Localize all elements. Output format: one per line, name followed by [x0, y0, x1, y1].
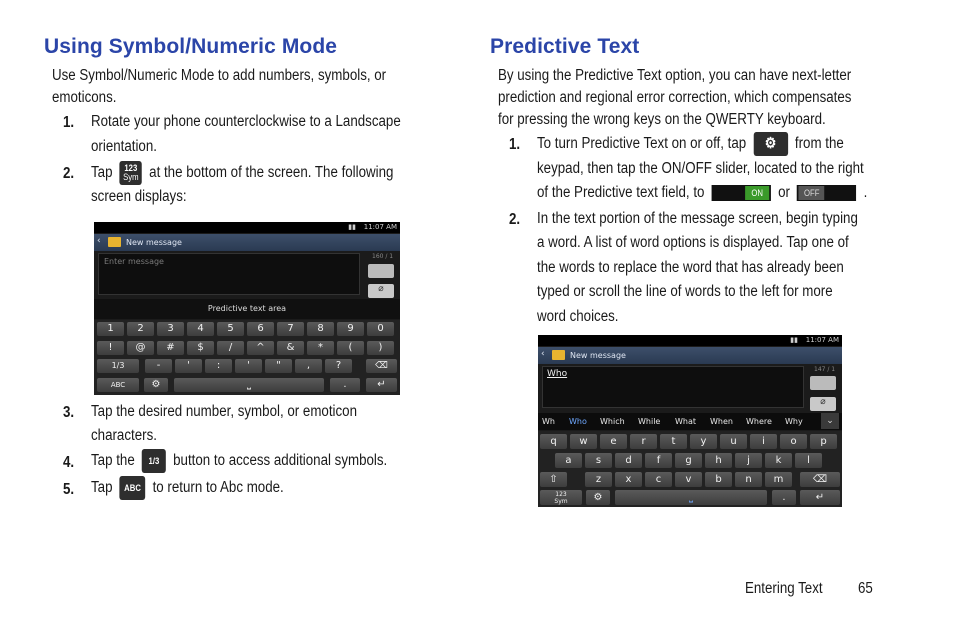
right-intro-line1: By using the Predictive Text option, you can have next-letter: [498, 67, 852, 84]
status-time: 11:07 AM: [805, 336, 839, 344]
gear-key-icon: ⚙: [753, 132, 787, 156]
icon-line: 123: [124, 163, 138, 173]
key[interactable]: [585, 472, 612, 487]
key-label: c: [655, 474, 662, 485]
key-label: z: [595, 474, 602, 485]
predictive-area-label: Predictive text area: [207, 304, 287, 313]
step-number: 4.: [63, 454, 75, 471]
key[interactable]: [705, 472, 732, 487]
key-label: r: [641, 436, 646, 447]
key-label: x: [625, 474, 632, 485]
key[interactable]: [217, 341, 244, 355]
step-text-post: at the bottom of the screen. The following: [149, 164, 394, 182]
key-label: f: [656, 455, 661, 466]
key[interactable]: [157, 341, 184, 355]
key-label: @: [135, 342, 146, 353]
step-text-mid: or: [778, 184, 790, 201]
key[interactable]: [735, 472, 762, 487]
signal-icon: ▮▮: [348, 223, 356, 231]
step-text: [537, 181, 867, 206]
step-number: 1.: [63, 114, 75, 131]
step-text: a word. A list of word options is displayed. Tap one of: [537, 234, 849, 251]
step-text-post: button to access additional symbols.: [173, 452, 388, 470]
key-label: p: [820, 436, 827, 447]
step-number: 2.: [509, 211, 521, 228]
key[interactable]: [277, 341, 304, 355]
suggestion-word[interactable]: Where: [746, 417, 772, 426]
status-bar: [538, 335, 842, 346]
shift-key[interactable]: ⇧: [540, 472, 567, 487]
step-text-pre: Tap: [91, 164, 113, 182]
key[interactable]: [810, 434, 837, 449]
suggestion-word[interactable]: When: [710, 417, 733, 426]
key-label: -: [156, 360, 161, 371]
key[interactable]: [600, 434, 627, 449]
key-label: i: [762, 436, 765, 447]
key-label: 1/3: [111, 361, 125, 370]
key[interactable]: [247, 341, 274, 355]
key-label: /: [228, 342, 233, 353]
title-bar: [538, 347, 842, 364]
key[interactable]: [187, 322, 214, 336]
key[interactable]: [337, 322, 364, 336]
key-label: d: [625, 455, 632, 466]
icon-line: Sym: [123, 172, 139, 182]
key[interactable]: [307, 341, 334, 355]
sym-key[interactable]: [540, 490, 582, 505]
screen-title: New message: [570, 351, 626, 360]
attach-icon[interactable]: ⌀: [368, 284, 394, 298]
screen-title: New message: [126, 238, 182, 247]
key-label: w: [579, 436, 588, 447]
step-text-post: to return to Abc mode.: [152, 479, 284, 497]
key[interactable]: [277, 322, 304, 336]
key[interactable]: [157, 322, 184, 336]
envelope-icon: [108, 237, 121, 247]
send-icon[interactable]: [810, 376, 836, 390]
on-slider: [712, 185, 771, 201]
title-bar: [94, 234, 400, 251]
key-label: e: [610, 436, 617, 447]
suggestion-word[interactable]: Why: [785, 417, 803, 426]
key-label: ?: [335, 360, 342, 371]
key-label: u: [730, 436, 737, 447]
right-intro-line3: for pressing the wrong keys on the QWERTY keyboard.: [498, 111, 826, 128]
key-label: n: [745, 474, 752, 485]
message-counter: 147 / 1: [814, 366, 836, 373]
dot-key[interactable]: [772, 490, 796, 505]
key-label: 6: [257, 323, 264, 334]
key-label: *: [318, 342, 323, 353]
key-label: h: [715, 455, 722, 466]
key[interactable]: [367, 341, 394, 355]
page-number: 65: [858, 580, 873, 597]
key[interactable]: [555, 453, 582, 468]
step-text: Rotate your phone counterclockwise to a Landscape: [91, 113, 401, 130]
key[interactable]: [690, 434, 717, 449]
step-text-pre: of the Predictive text field, to: [537, 184, 705, 201]
key[interactable]: [367, 322, 394, 336]
key[interactable]: [97, 341, 124, 355]
status-time: 11:07 AM: [363, 223, 397, 231]
key-label: !: [108, 342, 113, 353]
left-intro-line2: emoticons.: [52, 89, 117, 106]
key-label: ABC: [110, 381, 126, 389]
key[interactable]: [795, 453, 822, 468]
key[interactable]: [780, 434, 807, 449]
key[interactable]: [187, 341, 214, 355]
key-label: ^: [256, 342, 265, 353]
abc-key[interactable]: [97, 378, 139, 392]
step-text: typed or scroll the line of words to the left for more: [537, 283, 833, 300]
key-label: #: [166, 342, 175, 353]
off-slider-label: OFF: [799, 186, 825, 200]
key-label: a: [565, 455, 572, 466]
step-text: the words to replace the word that has already been: [537, 259, 844, 276]
key-label: 2: [137, 323, 144, 334]
on-slider-label: ON: [745, 186, 769, 200]
step-text-post: from the: [794, 135, 844, 153]
key-label: 1: [107, 323, 114, 334]
key-label: &: [286, 342, 295, 353]
message-placeholder: Enter message: [104, 257, 164, 266]
key-label: 8: [317, 323, 324, 334]
key[interactable]: [735, 453, 762, 468]
key-label: 123: [555, 491, 567, 498]
key[interactable]: [720, 434, 747, 449]
left-intro-line1: Use Symbol/Numeric Mode to add numbers, symbols, or: [52, 67, 387, 84]
suggestion-word[interactable]: What: [675, 417, 697, 426]
symbol-keyboard-screenshot: [94, 222, 400, 395]
step-number: 2.: [63, 165, 75, 182]
right-intro-line2: prediction and regional error correction, which compensates: [498, 89, 852, 106]
key-label: :: [216, 360, 221, 371]
key-label: s: [595, 455, 602, 466]
suggestion-word[interactable]: Who: [569, 417, 587, 426]
settings-key[interactable]: ⚙: [586, 490, 610, 505]
key[interactable]: [127, 341, 154, 355]
key-label: y: [700, 436, 707, 447]
123-sym-key-icon: [120, 161, 142, 185]
key[interactable]: [145, 359, 172, 373]
key-label: ': [247, 360, 250, 371]
step-text: word choices.: [537, 308, 619, 325]
key-label: 3: [167, 323, 174, 334]
envelope-icon: [552, 350, 565, 360]
key[interactable]: [675, 472, 702, 487]
enter-key[interactable]: ↵: [366, 378, 397, 392]
key[interactable]: [217, 322, 244, 336]
key[interactable]: [615, 472, 642, 487]
key[interactable]: [307, 322, 334, 336]
step-number: 3.: [63, 404, 75, 421]
step-text: characters.: [91, 427, 157, 444]
key[interactable]: [175, 359, 202, 373]
space-key[interactable]: ⎵: [174, 378, 324, 392]
predictive-text-area: [94, 299, 400, 319]
attach-icon[interactable]: ⌀: [810, 397, 836, 411]
step-number: 5.: [63, 481, 75, 498]
right-heading: Predictive Text: [490, 35, 640, 58]
step-text: Tap the desired number, symbol, or emoticon: [91, 403, 357, 420]
key[interactable]: [630, 434, 657, 449]
key-label: q: [550, 436, 557, 447]
key-label: g: [685, 455, 692, 466]
key[interactable]: [615, 453, 642, 468]
left-heading: Using Symbol/Numeric Mode: [44, 35, 338, 58]
step-text-pre: To turn Predictive Text on or off, tap: [537, 135, 747, 153]
key-label: t: [671, 436, 676, 447]
key-label: .: [343, 379, 347, 390]
key[interactable]: [295, 359, 322, 373]
key-label: 4: [197, 323, 204, 334]
settings-key[interactable]: ⚙: [144, 378, 168, 392]
key[interactable]: [97, 322, 124, 336]
key-label: l: [807, 455, 810, 466]
off-slider: [797, 185, 856, 201]
enter-key[interactable]: ↵: [800, 490, 840, 505]
key-label: b: [715, 474, 722, 485]
one-third-key-icon: 1/3: [142, 449, 166, 473]
key[interactable]: [750, 434, 777, 449]
suggestion-expand-icon[interactable]: ⌄: [821, 413, 839, 429]
key-label: o: [790, 436, 797, 447]
key-label: .: [782, 492, 786, 503]
key-label: m: [773, 474, 784, 485]
key[interactable]: [325, 359, 352, 373]
step-text-pre: Tap: [91, 479, 113, 497]
step-text: [91, 161, 393, 186]
key[interactable]: [585, 453, 612, 468]
key[interactable]: [705, 453, 732, 468]
key[interactable]: [765, 453, 792, 468]
key-label: (: [348, 342, 353, 353]
step-text-pre: Tap the: [91, 452, 135, 470]
key[interactable]: [127, 322, 154, 336]
step-text: In the text portion of the message screen, begin typing: [537, 210, 858, 227]
suggestion-word[interactable]: Which: [600, 417, 625, 426]
footer-section: Entering Text: [745, 580, 823, 597]
key[interactable]: [235, 359, 262, 373]
space-key[interactable]: ⎵: [615, 490, 767, 505]
typed-text: Who: [547, 369, 568, 379]
step-text-end: .: [863, 184, 868, 201]
step-text: [91, 476, 284, 501]
key-label: 9: [347, 323, 354, 334]
key[interactable]: [247, 322, 274, 336]
message-counter: 160 / 1: [372, 253, 394, 260]
key-label: ": [276, 360, 281, 371]
backspace-key[interactable]: ⌫: [366, 359, 397, 373]
suggestion-word[interactable]: Wh: [542, 417, 555, 426]
key[interactable]: [675, 453, 702, 468]
message-field[interactable]: [98, 253, 360, 295]
key-label: j: [747, 455, 750, 466]
signal-icon: ▮▮: [790, 336, 798, 344]
one-third-key[interactable]: [97, 359, 139, 373]
message-field[interactable]: [542, 366, 804, 408]
key-label: 5: [227, 323, 234, 334]
step-number: 1.: [509, 136, 521, 153]
key-label: Sym: [554, 498, 568, 505]
back-icon[interactable]: ‹: [541, 349, 545, 359]
status-bar: [94, 222, 400, 233]
predictive-keyboard-screenshot: [538, 335, 842, 507]
key[interactable]: [265, 359, 292, 373]
key-label: ): [378, 342, 383, 353]
back-icon[interactable]: ‹: [97, 236, 101, 246]
key-label: $: [197, 342, 204, 353]
backspace-key[interactable]: ⌫: [800, 472, 840, 487]
step-text: screen displays:: [91, 188, 187, 205]
step-text: [537, 132, 844, 157]
key-label: k: [775, 455, 782, 466]
key[interactable]: [765, 472, 792, 487]
step-text: orientation.: [91, 138, 157, 155]
key-label: ': [187, 360, 190, 371]
key-label: 0: [377, 323, 384, 334]
key-label: 7: [287, 323, 294, 334]
key[interactable]: [337, 341, 364, 355]
key-label: ,: [306, 360, 311, 371]
abc-key-icon: ABC: [120, 476, 146, 500]
send-icon[interactable]: [368, 264, 394, 278]
suggestion-word[interactable]: While: [638, 417, 661, 426]
dot-key[interactable]: [330, 378, 360, 392]
key[interactable]: [645, 472, 672, 487]
step-text: keypad, then tap the ON/OFF slider, located to the right: [537, 160, 864, 177]
step-text: [91, 449, 387, 474]
key[interactable]: [570, 434, 597, 449]
key[interactable]: [645, 453, 672, 468]
key[interactable]: [660, 434, 687, 449]
key[interactable]: [540, 434, 567, 449]
key-label: v: [685, 474, 692, 485]
key[interactable]: [205, 359, 232, 373]
